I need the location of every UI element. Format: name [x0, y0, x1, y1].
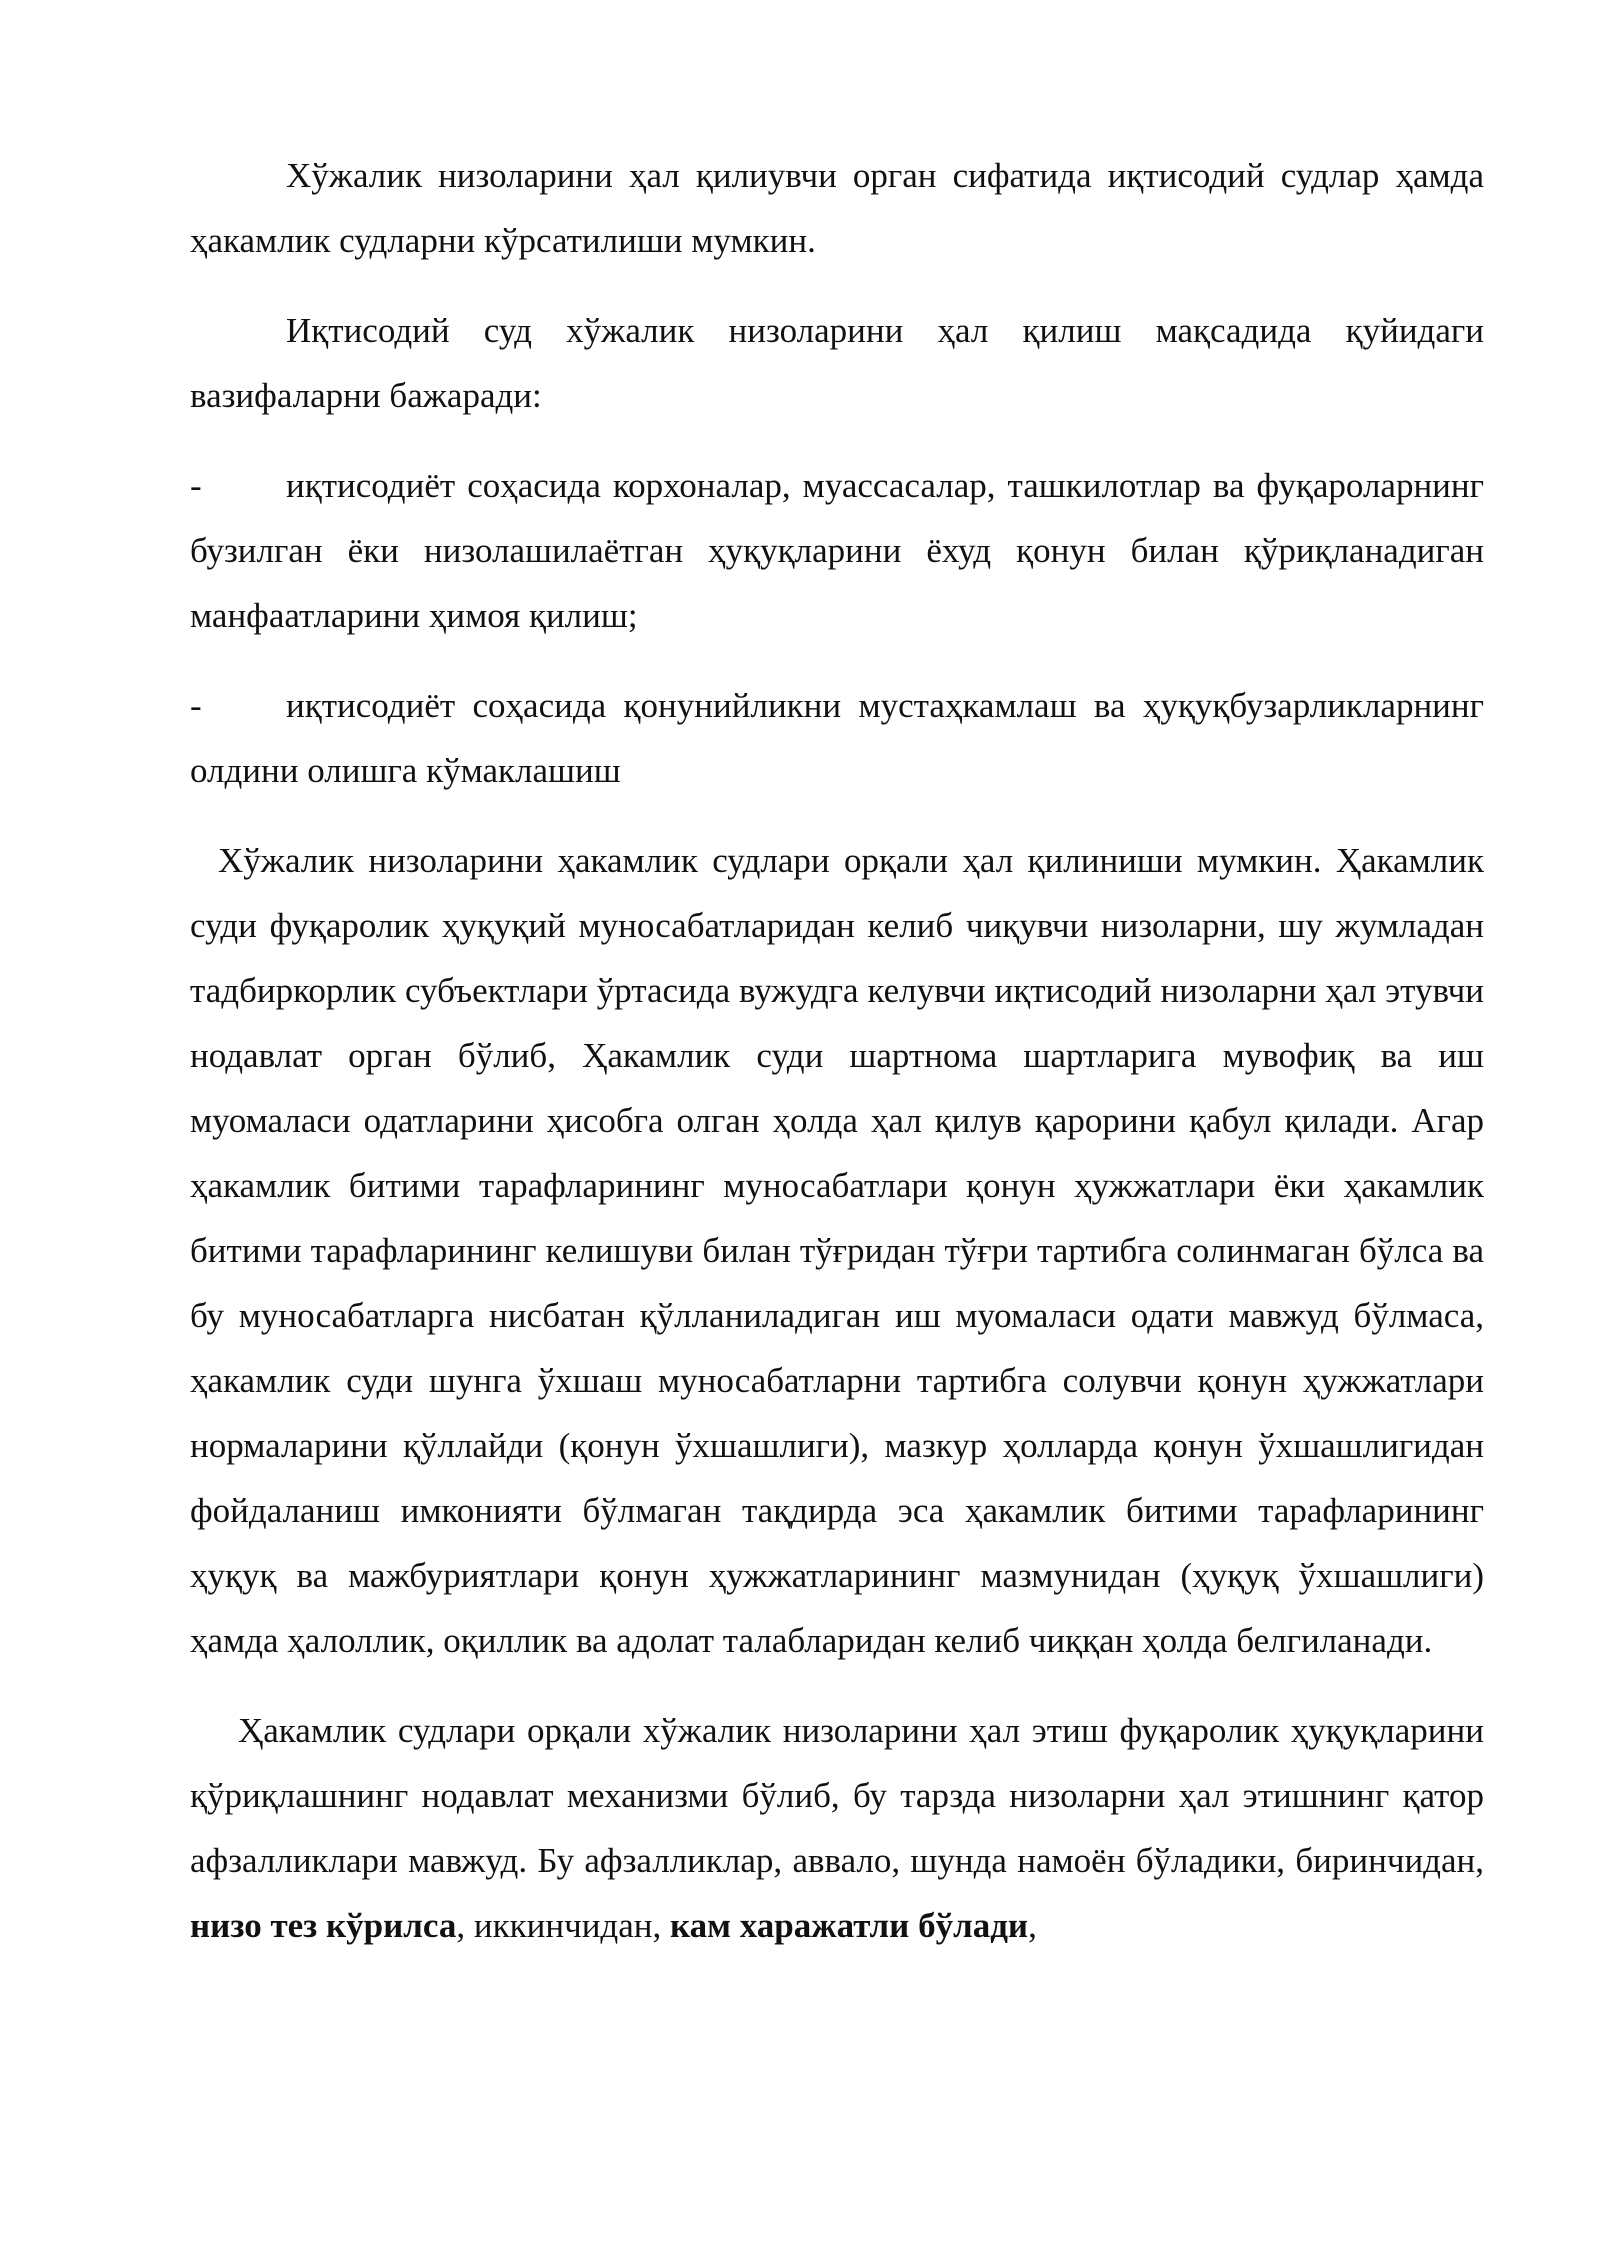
- paragraph-arbitration-advantages: [190, 1698, 1484, 1958]
- bold-emphasis: низо тез кўрилса: [190, 1906, 457, 1945]
- list-bullet-marker: -: [190, 686, 202, 725]
- list-item-text: иқтисодиёт соҳасида қонунийликни мустаҳкамлаш ва ҳуқуқбузарликларнинг олдини олишга кўмаклашиш: [190, 686, 1484, 790]
- paragraph-arbitration-courts: Хўжалик низоларини ҳакамлик судлари орқали ҳал қилиниши мумкин. Ҳакамлик суди фуқаролик ҳуқуқий муносабатларидан келиб чиқувчи низоларни, шу жумладан тадбиркорлик субъектлари ўртасида вужудга келувчи иқтисодий низоларни ҳал этувчи нодавлат орган бўлиб, Ҳакамлик суди шартнома шартларига мувофиқ ва иш муомаласи одатларини ҳисобга олган ҳолда ҳал қилув қарорини қабул қилади. Агар ҳакамлик битими тарафларининг муносабатлари қонун ҳужжатлари ёки ҳакамлик битими тарафларининг келишуви билан тўғридан тўғри тартибга солинмаган бўлса ва бу муносабатларга нисбатан қўлланиладиган иш муомаласи одати мавжуд бўлмаса, ҳакамлик суди шунга ўхшаш муносабатларни тартибга солувчи қонун ҳужжатлари нормаларини қўллайди (қонун ўхшашлиги), мазкур ҳолларда қонун ўхшашлигидан фойдаланиш имконияти бўлмаган тақдирда эса ҳакамлик битими тарафларининг ҳуқуқ ва мажбуриятлари қонун ҳужжатларининг мазмунидан (ҳуқуқ ўхшашлиги) ҳамда ҳалоллик, оқиллик ва адолат талабларидан келиб чиққан ҳолда белгиланади.: [190, 841, 1484, 1660]
- paragraph-economic-court-tasks: Иқтисодий суд хўжалик низоларини ҳал қилиш мақсадида қуйидаги вазифаларни бажаради:: [190, 311, 1484, 415]
- list-item-text: иқтисодиёт соҳасида корхоналар, муассасалар, ташкилотлар ва фуқароларнинг бузилган ёки низолашилаётган ҳуқуқларини ёхуд қонун билан қўриқланадиган манфаатларини ҳимоя қилиш;: [190, 466, 1484, 635]
- list-item: [190, 673, 1484, 803]
- document-page: [190, 143, 1484, 1958]
- paragraph-text: , иккинчидан,: [456, 1906, 670, 1945]
- paragraph-dispute-bodies: Хўжалик низоларини ҳал қилиувчи орган сифатида иқтисодий судлар ҳамда ҳакамлик судларни кўрсатилиши мумкин.: [190, 156, 1484, 260]
- paragraph-text: ,: [1028, 1906, 1037, 1945]
- paragraph-text: Ҳакамлик судлари орқали хўжалик низоларини ҳал этиш фуқаролик ҳуқуқларини қўриқлашнинг нодавлат механизми бўлиб, бу тарзда низоларни ҳал этишнинг қатор афзалликлари мавжуд. Бу афзалликлар, аввало, шунда намоён бўладики, биринчидан,: [190, 1711, 1484, 1880]
- bold-emphasis: кам харажатли бўлади: [670, 1906, 1029, 1945]
- list-bullet-marker: -: [190, 466, 202, 505]
- list-item: [190, 453, 1484, 648]
